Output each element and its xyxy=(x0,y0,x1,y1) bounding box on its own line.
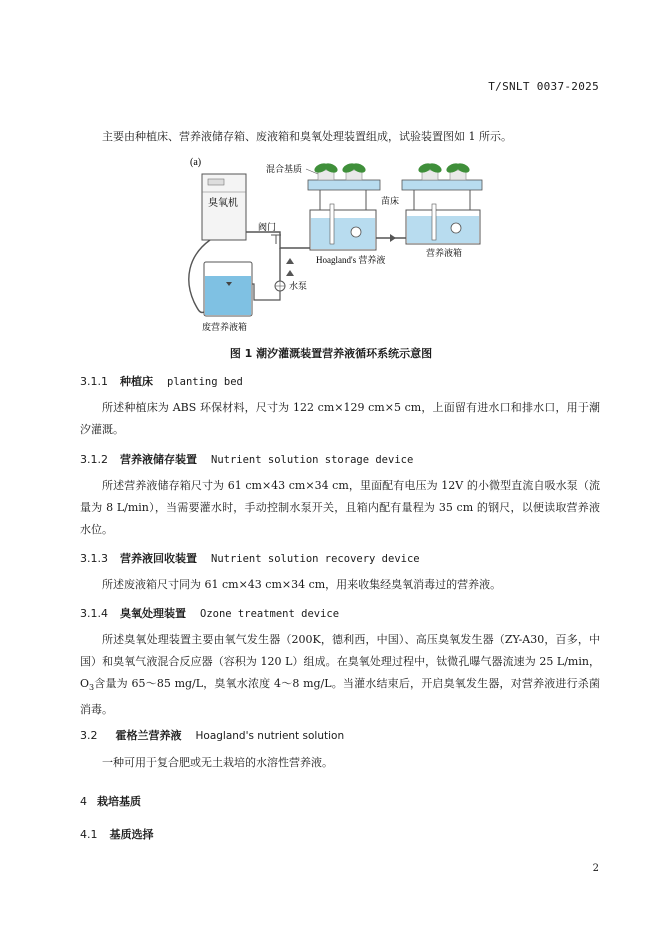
hoagland-tank-water xyxy=(311,218,375,249)
heading-en: Nutrient solution recovery device xyxy=(211,553,420,565)
chapter-4-heading xyxy=(80,794,141,810)
heading-number: 4.1 xyxy=(80,828,98,841)
paragraph-3-1-2: 所述营养液储存箱尺寸为 61 cm×43 cm×34 cm，里面配有电压为 12V 的小微型直流自吸水泵（流量为 8 L/min），当需要灌水时，手动控制水泵开关，且箱内配有量程为 35 cm 的钢尺，以便读取营养液水位。 xyxy=(80,479,600,536)
heading-cn: 霍格兰营养液 xyxy=(115,729,182,742)
intro-paragraph: 主要由种植床、营养液储存箱、废液箱和臭氧处理装置组成，试验装置图如 1 所示。 xyxy=(102,130,512,143)
label-waste-tank: 废营养液箱 xyxy=(202,322,248,332)
heading-cn: 营养液回收装置 xyxy=(120,552,197,565)
label-hoagland: Hoagland's 营养液 xyxy=(316,255,386,265)
heading-3-1-2 xyxy=(80,452,413,468)
ozone-machine-panel xyxy=(208,179,224,185)
paragraph-3-1-3: 所述废液箱尺寸同为 61 cm×43 cm×34 cm，用来收集经臭氧消毒过的营养液。 xyxy=(102,578,502,591)
right-seedbed xyxy=(402,180,482,190)
figure-1 xyxy=(170,152,500,338)
label-water-pump: 水泵 xyxy=(289,281,308,291)
right-plants xyxy=(417,161,471,180)
paragraph-3-1-1: 所述种植床为 ABS 环保材料，尺寸为 122 cm×129 cm×5 cm，上面留有进水口和排水口，用于潮汐灌溉。 xyxy=(80,401,600,436)
waste-tank-water xyxy=(205,276,251,315)
heading-3-1-3 xyxy=(80,551,420,567)
heading-en: Ozone treatment device xyxy=(200,608,340,620)
page-number: 2 xyxy=(592,863,599,874)
label-nutrient-tank: 营养液箱 xyxy=(426,248,463,258)
paragraph-3-1-4-part-b: 含量为 65～85 mg/L，臭氧水浓度 4～8 mg/L。当灌水结束后，开启臭氧发生器，对营养液进行杀菌消毒。 xyxy=(80,677,600,717)
figure-1-diagram xyxy=(170,152,500,338)
paragraph-3-1-4-part-a: 所述臭氧处理装置主要由氧气发生器（200K，德利西，中国）、高压臭氧发生器（ZY-A30，百多，中国）和臭氧气液混合反应器（容积为 120 L）组成。在臭氧处理过程中，钛微孔曝气器流速为 25 L/min，O xyxy=(80,633,600,690)
nutrient-ruler xyxy=(432,204,436,240)
nutrient-pump xyxy=(451,223,461,233)
o3-subscript: 3 xyxy=(89,683,95,693)
heading-cn: 臭氧处理装置 xyxy=(120,607,186,620)
heading-en: Hoagland's nutrient solution xyxy=(195,730,345,742)
label-valve: 阀门 xyxy=(258,222,277,232)
heading-title: 栽培基质 xyxy=(97,795,141,808)
nutrient-tank-water xyxy=(407,216,479,243)
valve-pipe xyxy=(278,248,280,284)
flow-arrow-2 xyxy=(286,270,294,276)
left-seedbed xyxy=(308,180,380,190)
paragraph-3-1-4 xyxy=(80,629,600,721)
heading-en: Nutrient solution storage device xyxy=(211,454,414,466)
label-seedbed: 苗床 xyxy=(381,196,400,206)
ozone-tube xyxy=(246,232,310,248)
figure-1-caption: 图 1 潮汐灌溉装置营养液循环系统示意图 xyxy=(229,347,433,360)
heading-title: 基质选择 xyxy=(109,828,154,841)
heading-number: 3.1.2 xyxy=(80,453,108,466)
hoagland-pump xyxy=(351,227,361,237)
heading-number: 3.1.3 xyxy=(80,552,108,565)
label-mixed-substrate: 混合基质 xyxy=(266,164,303,174)
heading-number: 3.1.1 xyxy=(80,375,108,388)
paragraph-3-2: 一种可用于复合肥或无土栽培的水溶性营养液。 xyxy=(102,756,333,769)
heading-3-2 xyxy=(80,728,344,744)
heading-en: planting bed xyxy=(167,376,243,388)
heading-cn: 营养液储存装置 xyxy=(120,453,197,466)
section-4-1-heading xyxy=(80,827,154,843)
heading-number: 3.2 xyxy=(80,729,98,742)
label-ozone-machine: 臭氧机 xyxy=(208,198,238,209)
flow-arrow-3 xyxy=(390,234,396,242)
heading-3-1-1 xyxy=(80,374,243,390)
heading-number: 3.1.4 xyxy=(80,607,108,620)
document-code: T/SNLT 0037-2025 xyxy=(488,80,599,93)
heading-cn: 种植床 xyxy=(120,375,153,388)
flow-arrow-1 xyxy=(286,258,294,264)
figure-panel-label: (a) xyxy=(190,157,202,168)
heading-number: 4 xyxy=(80,795,87,808)
hoagland-ruler xyxy=(330,204,334,244)
left-plants xyxy=(313,161,367,180)
heading-3-1-4 xyxy=(80,606,339,622)
